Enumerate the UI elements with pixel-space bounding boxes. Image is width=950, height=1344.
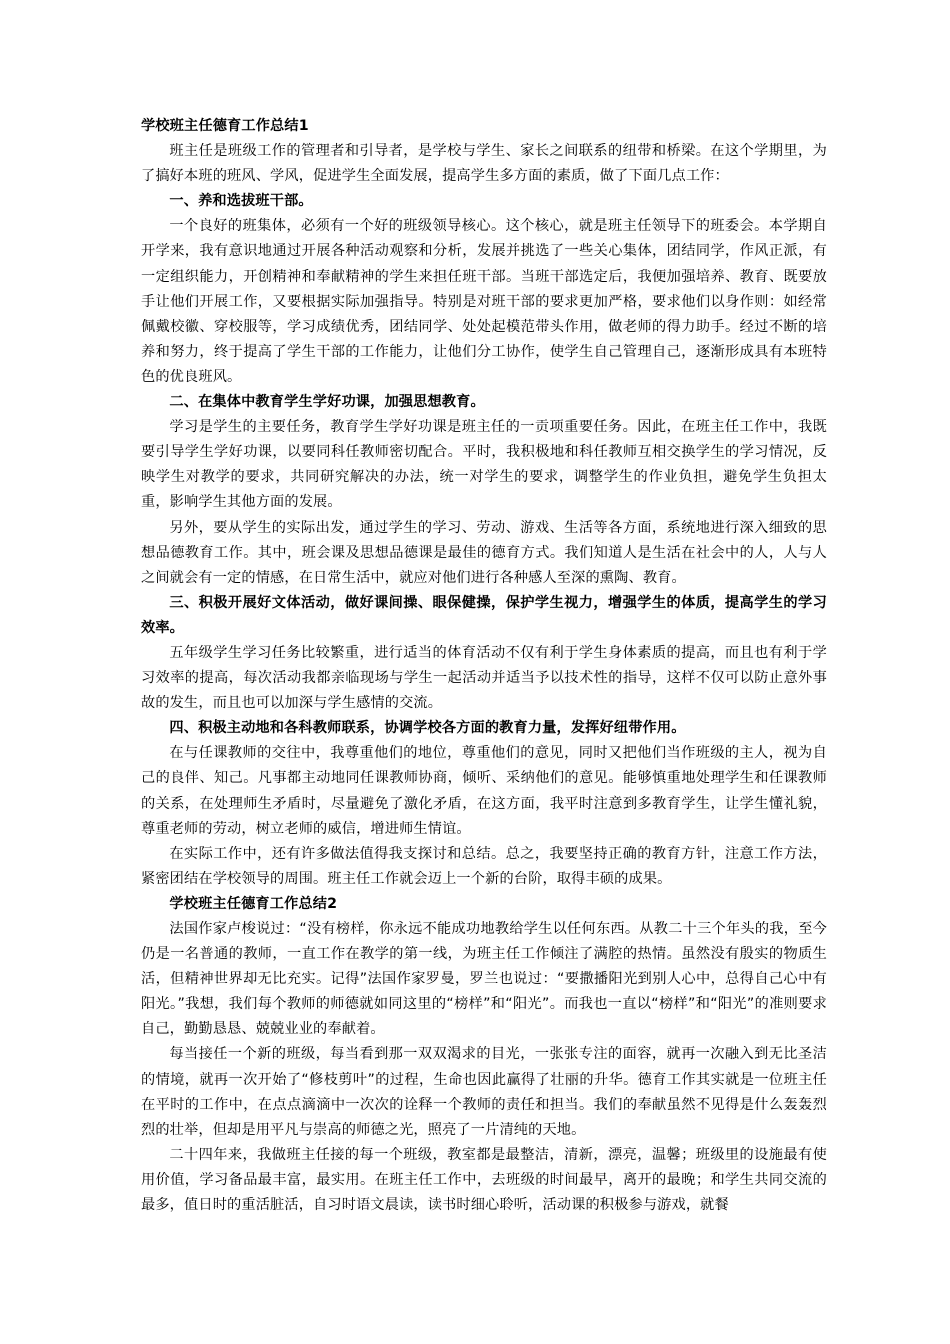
document-title-1: 学校班主任德育工作总结1 <box>141 118 309 134</box>
paragraph-teachers: 在与任课教师的交往中，我尊重他们的地位，尊重他们的意见，同时又把他们当作班级的主人，视为自己的良伴、知己。凡事都主动地同任课教师协商，倾听、采纳他们的意见。能够慎重地处理学生和任课教师的关系，在处理师生矛盾时，尽量避免了激化矛盾，在这方面，我平时注意到多教育学生，让学生懂礼貌，尊重老师的劳动，树立老师的威信，增进师生情谊。 <box>141 745 827 837</box>
section-heading-2: 二、在集体中教育学生学好功课，加强思想教育。 <box>169 394 485 411</box>
paragraph-moral-education: 另外，要从学生的实际出发，通过学生的学习、劳动、游戏、生活等各方面，系统地进行深入细致的思想品德教育工作。其中，班会课及思想品德课是最佳的德育方式。我们知道人是生活在社会中的人，人与人之间就会有一定的情感，在日常生活中，就应对他们进行各种感人至深的熏陶、教育。 <box>141 519 827 586</box>
paragraph-study: 学习是学生的主要任务，教育学生学好功课是班主任的一贡项重要任务。因此，在班主任工作中，我既要引导学生学好功课，以要同科任教师密切配合。平时，我积极地和科任教师互相交换学生的学习情况，反映学生对教学的要求，共同研究解决的办法，统一对学生的要求，调整学生的作业负担，避免学生负担太重，影响学生其他方面的发展。 <box>141 419 827 511</box>
paragraph-new-class: 每当接任一个新的班级，每当看到那一双双渴求的目光，一张张专注的面容，就再一次融入到无比圣洁的情境，就再一次开始了“修枝剪叶”的过程，生命也因此赢得了壮丽的升华。德育工作其实就是一位班主任在平时的工作中，在点点滴滴中一次次的诠释一个教师的责任和担当。我们的奉献虽然不见得是什么轰轰烈烈的壮举，但却是用平凡与崇高的师德之光，照亮了一片清纯的天地。 <box>141 1046 827 1138</box>
paragraph-conclusion: 在实际工作中，还有许多做法值得我支探讨和总结。总之，我要坚持正确的教育方针，注意工作方法，紧密团结在学校领导的周围。班主任工作就会迈上一个新的台阶，取得丰硕的成果。 <box>141 845 827 887</box>
paragraph-class-cadres: 一个良好的班集体，必须有一个好的班级领导核心。这个核心，就是班主任领导下的班委会。本学期自开学来，我有意识地通过开展各种活动观察和分析，发展并挑选了一些关心集体，团结同学，作风正派，有一定组织能力，开创精神和奉献精神的学生来担任班干部。当班干部选定后，我便加强培养、教育、既要放手让他们开展工作，又要根据实际加强指导。特别是对班干部的要求更加严格，要求他们以身作则：如经常佩戴校徽、穿校服等，学习成绩优秀，团结同学、处处起模范带头作用，做老师的得力助手。经过不断的培养和努力，终于提高了学生干部的工作能力，让他们分工协作，使学生自己管理自己，逐渐形成具有本班特色的优良班风。 <box>141 218 827 385</box>
section-heading-3: 三、积极开展好文体活动，做好课间操、眼保健操，保护学生视力，增强学生的体质，提高学生的学习效率。 <box>141 594 827 636</box>
document-body <box>141 114 827 1218</box>
paragraph-rousseau: 法国作家卢梭说过：“没有榜样，你永远不能成功地教给学生以任何东西。从教二十三个年头的我，至今仍是一名普通的教师，一直工作在教学的第一线，为班主任工作倾注了满腔的热情。虽然没有殷实的物质生活，但精神世界却无比充实。记得”法国作家罗曼，罗兰也说过：“要撒播阳光到别人心中，总得自己心中有阳光。”我想，我们每个教师的师德就如同这里的“榜样”和“阳光”。而我也一直以“榜样”和“阳光”的准则要求自己，勤勤恳恳、兢兢业业的奉献着。 <box>141 921 827 1038</box>
intro-paragraph: 班主任是班级工作的管理者和引导者，是学校与学生、家长之间联系的纽带和桥梁。在这个学期里，为了搞好本班的班风、学风，促进学生全面发展，提高学生多方面的素质，做了下面几点工作： <box>141 143 827 185</box>
section-heading-1: 一、养和选拔班干部。 <box>169 193 313 210</box>
section-heading-4: 四、积极主动地和各科教师联系，协调学校各方面的教育力量，发挥好纽带作用。 <box>169 720 686 737</box>
document-title-2: 学校班主任德育工作总结2 <box>169 895 338 912</box>
paragraph-twenty-four-years: 二十四年来，我做班主任接的每一个班级，教室都是最整洁，清新，漂亮，温馨；班级里的设施最有使用价值，学习备品最丰富，最实用。在班主任工作中，去班级的时间最早，离开的最晚；和学生共同交流的最多，值日时的重活脏活，自习时语文晨读，读书时细心聆听，活动课的积极参与游戏，就餐 <box>141 1146 827 1214</box>
paragraph-sports: 五年级学生学习任务比较繁重，进行适当的体育活动不仅有利于学生身体素质的提高，而且也有利于学习效率的提高，每次活动我都亲临现场与学生一起活动并适当予以技术性的指导，这样不仅可以防止意外事故的发生，而且也可以加深与学生感情的交流。 <box>141 644 827 712</box>
